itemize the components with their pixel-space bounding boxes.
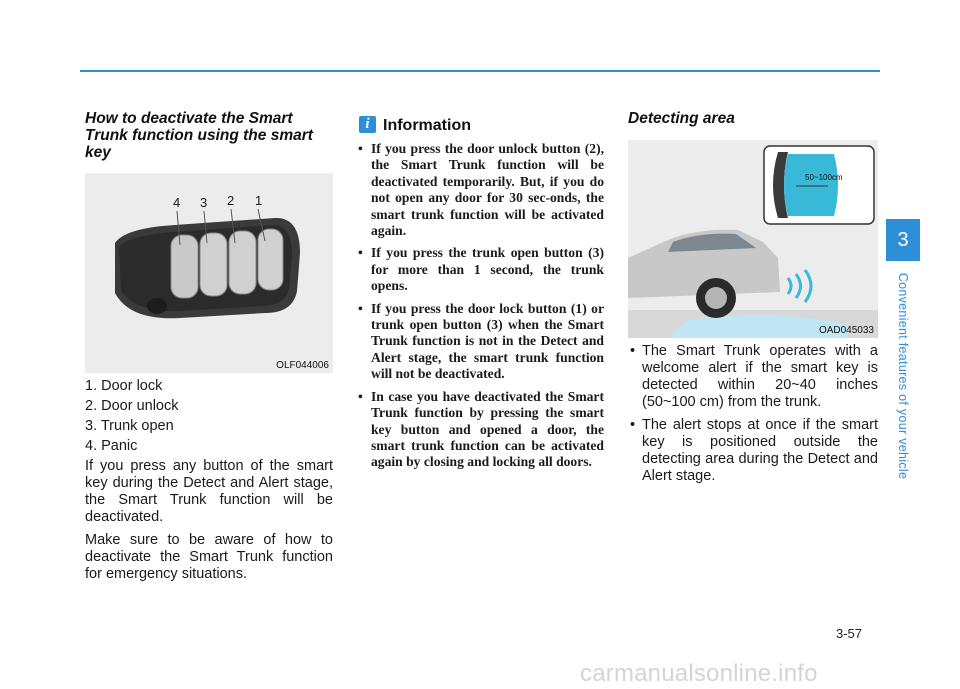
list-item: • If you press the door unlock button (2), the Smart Trunk function will be deactivated temporarily. But, if you do not open any door for 30 sec-onds, the smart trunk function will be activated again. [358, 141, 604, 239]
detecting-area-figure [628, 140, 878, 338]
right-text [628, 343, 878, 491]
info-icon: i [359, 116, 376, 133]
callout-number-1: 1 [255, 193, 263, 208]
list-item: 3. Trunk open [85, 418, 174, 434]
figure-code: OAD045033 [818, 325, 874, 336]
range-label: 50~100cm [805, 173, 843, 182]
info-list [356, 141, 604, 477]
list-item: • The alert stops at once if the smart key is positioned outside the detecting area during the Detect and Alert stage. [630, 417, 878, 484]
list-item: • The Smart Trunk operates with a welcome alert if the smart key is detected within 20~40 inches (50~100 cm) from the trunk. [630, 343, 878, 410]
section-heading: How to deactivate the Smart Trunk function using the smart key [85, 110, 313, 161]
list-item: • If you press the trunk open button (3) for more than 1 second, the trunk opens. [358, 245, 604, 294]
callout-number-2: 2 [227, 193, 235, 208]
left-column [85, 110, 333, 161]
list-item: • If you press the door lock button (1) or trunk open button (3) when the Smart Trunk function is not in the Detect and Alert stage, the smart trunk function will not be deactivated. [358, 300, 604, 382]
chapter-number: 3 [886, 219, 920, 261]
car-illustration [628, 140, 878, 338]
watermark: carmanualsonline.info [580, 660, 818, 687]
chapter-tab [886, 261, 920, 491]
list-item: 4. Panic [85, 438, 138, 454]
callout-number-4: 4 [173, 195, 181, 210]
section-heading: Detecting area [628, 110, 735, 127]
figure-code: OLF044006 [276, 360, 329, 371]
left-text [85, 378, 333, 583]
info-title: Information [383, 117, 471, 134]
paragraph: Make sure to be aware of how to deactivate the Smart Trunk function for emergency situations. [85, 532, 333, 582]
callout-number-3: 3 [200, 195, 208, 210]
right-column [628, 110, 878, 127]
list-item: 1. Door lock [85, 378, 163, 394]
list-item: • In case you have deactivated the Smart Trunk function by pressing the smart key button and opened a door, the smart trunk function can be activated again by closing and locking all doors. [358, 388, 604, 470]
paragraph: If you press any button of the smart key during the Detect and Alert stage, the Smart Trunk function will be deactivated. [85, 458, 333, 525]
list-item: 2. Door unlock [85, 398, 179, 414]
top-rule [80, 70, 880, 72]
chapter-title: Convenient features of your vehicle [896, 272, 910, 480]
page-number: 3-57 [836, 626, 863, 641]
smart-key-illustration [85, 173, 333, 373]
smart-key-figure [85, 173, 333, 373]
